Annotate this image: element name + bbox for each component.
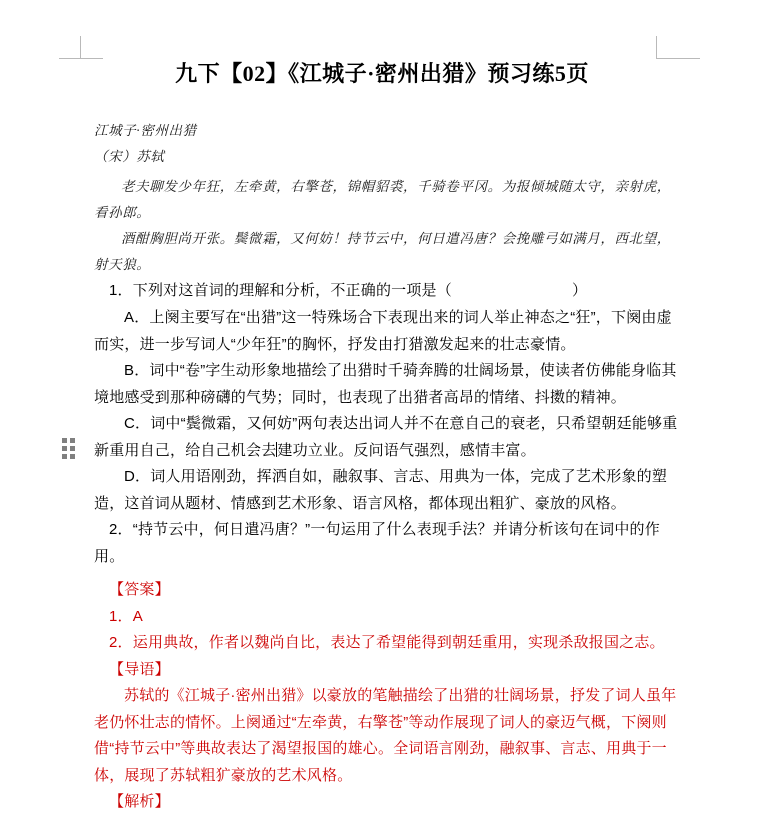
answer-item-1: 1．A <box>109 608 143 625</box>
analysis-section-heading: 【解析】 <box>109 793 170 810</box>
crop-mark-top-right <box>656 36 679 59</box>
poem-stanza-2: 酒酣胸胆尚开张。鬓微霜，又何妨！持节云中，何日遣冯唐？会挽雕弓如满月，西北望，射天狼。 <box>94 231 671 272</box>
option-a-label: A． <box>124 309 150 326</box>
crop-mark-top-left <box>80 36 103 59</box>
handle-dot <box>62 454 67 459</box>
question-1-stem-close: ） <box>571 282 588 299</box>
option-d-text: 词人用语刚劲，挥洒自如，融叙事、言志、用典为一体，完成了艺术形象的塑造，这首词从题材、情感到艺术形象、语言风格，都体现出粗犷、豪放的风格。 <box>94 468 668 512</box>
question-2-number: 2． <box>109 521 133 538</box>
handle-dot <box>70 438 75 443</box>
option-b-label: B． <box>124 362 150 379</box>
question-1-option-d[interactable] <box>94 464 680 517</box>
option-d-label: D． <box>124 468 151 485</box>
option-a-text: 上阕主要写在“出猎”这一特殊场合下表现出来的词人举止神态之“狂”，下阕由虚而实，进一步写词人“少年狂”的胸怀，抒发由打猎激发起来的壮志豪情。 <box>94 309 672 353</box>
option-c-label: C． <box>124 415 151 432</box>
handle-dot <box>70 454 75 459</box>
option-c-text-part1: 词中“鬓微霜，又何妨”两句表达出词人并不在意自己的衰老，只希望朝廷能够重新重用自己，给自己机会去 <box>94 415 678 459</box>
handle-dot <box>62 446 67 451</box>
question-1-option-c[interactable] <box>94 411 680 464</box>
poem-heading: 江城子·密州出猎 <box>94 123 197 138</box>
option-b-text: 词中“卷”字生动形象地描绘了出猎时千骑奔腾的壮阔场景，使读者仿佛能身临其境地感受到那种磅礴的气势；同时，也表现了出猎者高昂的情绪、抖擞的精神。 <box>94 362 677 406</box>
handle-dot <box>70 446 75 451</box>
guide-section-heading: 【导语】 <box>109 661 170 678</box>
question-1-stem <box>94 278 680 305</box>
handle-dot <box>62 438 67 443</box>
poem-stanza-1: 老夫聊发少年狂，左牵黄，右擎苍，锦帽貂裘，千骑卷平冈。为报倾城随太守，亲射虎，看孙郎。 <box>94 179 671 220</box>
question-2-stem <box>94 517 680 570</box>
question-1-number: 1． <box>109 282 133 299</box>
question-1-option-a[interactable] <box>94 305 680 358</box>
page-title: 九下【02】《江城子·密州出猎》预习练5页 <box>175 61 589 86</box>
answer-item-2: 2．运用典故，作者以魏尚自比，表达了希望能得到朝廷重用，实现杀敌报国之志。 <box>109 634 665 651</box>
question-1-stem-text: 下列对这首词的理解和分析，不正确的一项是（ <box>132 282 452 299</box>
question-1-option-b[interactable] <box>94 358 680 411</box>
guide-section-body: 苏轼的《江城子·密州出猎》以豪放的笔触描绘了出猎的壮阔场景，抒发了词人虽年老仍怀壮志的情怀。上阕通过“左牵黄，右擎苍”等动作展现了词人的豪迈气概，下阕则借“持节云中”等典故表达了渴望报国的雄心。全词语言刚劲，融叙事、言志、用典于一体，展现了苏轼粗犷豪放的艺术风格。 <box>94 687 677 784</box>
question-2-stem-text: “持节云中，何日遣冯唐？”一句运用了什么表现手法？并请分析该句在词中的作用。 <box>94 521 660 565</box>
option-c-text-part2: 建功立业。反问语气强烈，感情丰富。 <box>277 441 536 459</box>
answer-section-heading: 【答案】 <box>109 581 170 598</box>
poem-author: （宋）苏轼 <box>94 149 165 164</box>
paragraph-drag-handle-icon[interactable] <box>62 438 75 458</box>
